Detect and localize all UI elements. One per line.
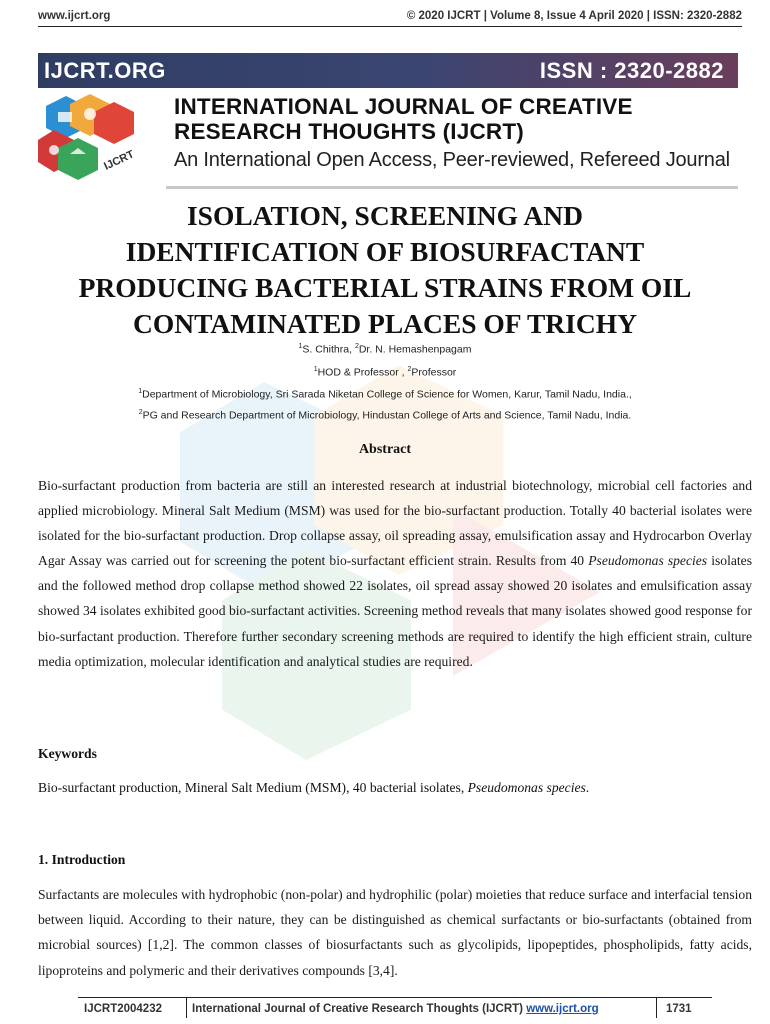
footer-link[interactable]: www.ijcrt.org [526,1003,599,1015]
running-header [38,8,742,27]
keywords-body: Bio-surfactant production, Mineral Salt Medium (MSM), 40 bacterial isolates, Pseudomonas species. [38,780,590,795]
header-divider [166,186,738,189]
journal-banner [38,53,738,88]
affiliation-1: $^1$Department of Microbiology, Sri Sarada Niketan College of Science for Women, Karur, Tamil Nadu, India., [138,388,632,401]
abstract-heading: Abstract [358,442,412,457]
footer-separator [186,998,187,1018]
citation-line: © 2020 IJCRT | Volume 8, Issue 4 April 2020 | ISSN: 2320-2882 [406,10,742,22]
journal-title-line: INTERNATIONAL JOURNAL OF CREATIVE [174,94,633,119]
site-url[interactable]: www.ijcrt.org [38,10,111,22]
banner-site-name: IJCRT.ORG [44,58,166,83]
footer-journal: International Journal of Creative Research Thoughts (IJCRT) www.ijcrt.org [192,1003,599,1015]
authors: $^1$S. Chithra, $^2$Dr. N. Hemashenpagam [298,343,472,356]
paper-title [20,198,750,342]
banner-issn: ISSN : 2320-2882 [539,58,724,83]
paper-title-line: CONTAMINATED PLACES OF TRICHY [133,308,637,339]
paper-title-line: IDENTIFICATION OF BIOSURFACTANT [125,236,645,267]
journal-subtitle: An International Open Access, Peer-reviewed, Refereed Journal [174,149,730,171]
introduction-body: Surfactants are molecules with hydrophobic (non-polar) and hydrophilic (polar) moieties that reduce surface and interfacial tension between liquid. According to their nature, they can be distinguished as chemical surfactants or bio-surfactants (obtained from microbial sources) [1,2]. The common classes of biosurfactants such as glycolipids, lipopeptides, phospholipids, fatty acids, lipoproteins and polymeric and their derivatives compounds [3,4]. [38,887,752,978]
logo-text: IJCRT [102,148,137,173]
abstract-body: Bio-surfactant production from bacteria are still an interested research at industrial biotechnology, microbial cell factories and applied microbiology. Mineral Salt Medium (MSM) was used for the bio-surfactant production. Totally 40 bacterial isolates were isolated for the bio-surfactant production. Drop collapse assay, oil spreading assay, emulsification assay and Hydrocarbon Overlay Agar Assay was carried out for screening the potent bio-surfactant efficient strain. Results from 40 Pseudomonas species isolates and the followed method drop collapse method showed 22 isolates, oil spread assay showed 20 isolates and emulsification assay showed 34 isolates exhibited good bio-surfactant activities. Screening method reveals that many isolates showed good response for bio-surfactant production. Therefore further secondary screening methods are required to identify the high efficient strain, culture media optimization, molecular identification and analytical studies are required. [38,478,752,669]
affiliation-2: $^2$PG and Research Department of Microbiology, Hindustan College of Arts and Science, Tamil Nadu, India. [138,409,632,422]
page-footer [78,997,712,1020]
paper-id: IJCRT2004232 [84,1003,162,1015]
journal-logo [36,92,168,184]
paper-title-line: PRODUCING BACTERIAL STRAINS FROM OIL [78,272,692,303]
author-roles: $^1$HOD & Professor , $^2$Professor [313,366,457,379]
journal-title-line: RESEARCH THOUGHTS (IJCRT) [174,119,525,144]
keywords-heading: Keywords [38,746,97,761]
journal-title [174,94,744,144]
paper-title-line: ISOLATION, SCREENING AND [186,200,584,231]
footer-separator [656,998,657,1018]
page-number: 1731 [666,1003,692,1015]
introduction-heading: 1. Introduction [38,852,126,867]
